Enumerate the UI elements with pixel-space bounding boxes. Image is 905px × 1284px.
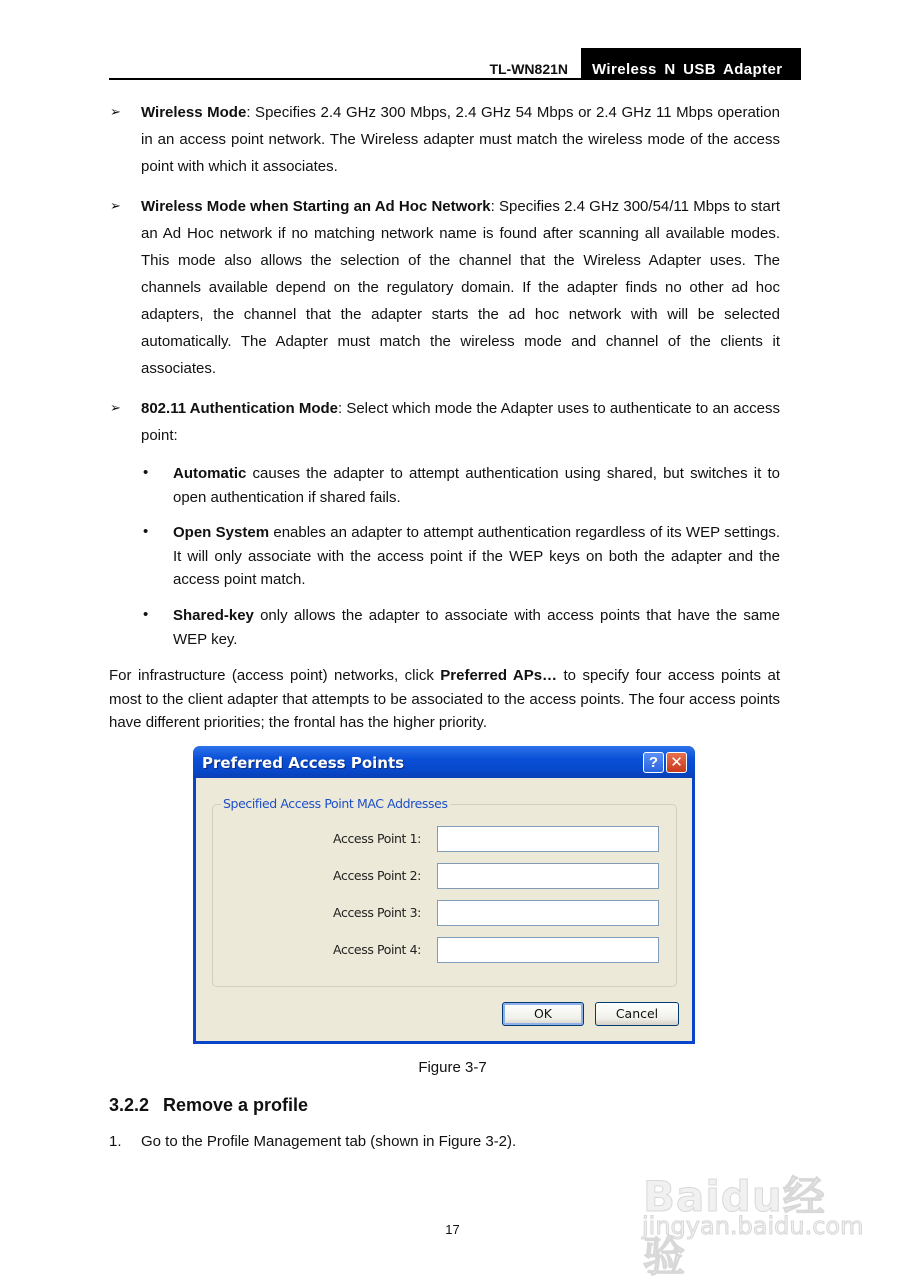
arrow-bullet-icon: ➢ xyxy=(110,104,121,119)
term: Shared-key xyxy=(173,607,254,624)
question-icon: ? xyxy=(648,754,659,771)
access-point-2-label: Access Point 2: xyxy=(333,868,421,883)
wireless-mode-item xyxy=(141,99,780,180)
close-button[interactable] xyxy=(666,752,687,773)
preferred-access-points-dialog xyxy=(193,746,695,1044)
arrow-bullet-icon: ➢ xyxy=(110,198,121,213)
step-item xyxy=(109,1133,516,1150)
auth-mode-item xyxy=(141,395,780,449)
figure-caption: Figure 3-7 xyxy=(418,1059,487,1076)
text: For infrastructure (access point) networks, click xyxy=(109,667,441,684)
group-label: Specified Access Point MAC Addresses xyxy=(223,796,448,811)
auth-shared-key xyxy=(173,604,780,651)
header-rule xyxy=(109,78,801,80)
description: : Specifies 2.4 GHz 300 Mbps, 2.4 GHz 54 Mbps or 2.4 GHz 11 Mbps operation in an access point network. The Wireless adapter must match the wireless mode of the access point with which it associates. xyxy=(141,104,780,175)
description: enables an adapter to attempt authentication regardless of its WEP settings. It will only associate with the access point if the WEP keys on both the adapter and the access point match. xyxy=(173,524,780,588)
description: causes the adapter to attempt authentication using shared, but switches it to open authentication if shared fails. xyxy=(173,465,780,506)
help-button[interactable] xyxy=(643,752,664,773)
page-number: 17 xyxy=(445,1222,460,1237)
bullet-dot-icon: • xyxy=(143,523,149,540)
watermark-logo: Baidu经验 xyxy=(643,1172,826,1281)
header-model: TL-WN821N xyxy=(489,61,568,77)
term: Open System xyxy=(173,524,270,541)
page-header xyxy=(109,48,801,80)
description: only allows the adapter to associate with access points that have the same WEP key. xyxy=(173,607,780,648)
close-icon: ✕ xyxy=(670,753,683,771)
description: : Specifies 2.4 GHz 300/54/11 Mbps to start an Ad Hoc network if no matching network name is found after scanning all available modes. This mode also allows the selection of the channel that the Wireless Adapter uses. The channels available depend on the regulatory domain. If the adapter finds no other ad hoc adapters, the channel that the adapter starts the ad hoc network with will be selected automatically. The Adapter must match the wireless mode and channel of the clients it associates. xyxy=(141,198,780,377)
watermark-url: jingyan.baidu.com xyxy=(642,1212,864,1240)
access-point-1-input[interactable] xyxy=(437,826,659,852)
header-product: Wireless N USB Adapter xyxy=(581,48,801,80)
access-point-3-row xyxy=(213,900,676,926)
bullet-dot-icon: • xyxy=(143,606,149,623)
step-text: Go to the Profile Management tab (shown in Figure 3-2). xyxy=(141,1133,517,1150)
access-point-3-label: Access Point 3: xyxy=(333,905,421,920)
access-point-2-row xyxy=(213,863,676,889)
access-point-1-row xyxy=(213,826,676,852)
access-point-4-label: Access Point 4: xyxy=(333,942,421,957)
access-point-1-label: Access Point 1: xyxy=(333,831,421,846)
access-point-3-input[interactable] xyxy=(437,900,659,926)
section-number: 3.2.2 xyxy=(109,1095,150,1115)
infrastructure-paragraph xyxy=(109,664,780,735)
auth-open-system xyxy=(173,521,780,592)
text: to specify four access points at most to the client adapter that attempts to be associated to the access points. The four access points have different priorities; the frontal has the higher priority. xyxy=(109,667,781,731)
section-title: Remove a profile xyxy=(163,1095,309,1115)
ok-button[interactable]: OK xyxy=(502,1002,584,1026)
adhoc-mode-item xyxy=(141,193,780,382)
description: : Select which mode the Adapter uses to authenticate to an access point: xyxy=(141,400,780,444)
term: Wireless Mode when Starting an Ad Hoc Network xyxy=(141,198,491,215)
mac-addresses-group xyxy=(212,796,677,987)
cancel-button[interactable]: Cancel xyxy=(595,1002,679,1026)
term: 802.11 Authentication Mode xyxy=(141,400,338,417)
dialog-titlebar[interactable] xyxy=(193,746,695,778)
access-point-2-input[interactable] xyxy=(437,863,659,889)
preferred-aps-term: Preferred APs… xyxy=(440,667,558,684)
term: Wireless Mode xyxy=(141,104,247,121)
access-point-4-input[interactable] xyxy=(437,937,659,963)
dialog-title: Preferred Access Points xyxy=(202,754,405,772)
step-number: 1. xyxy=(109,1133,122,1150)
term: Automatic xyxy=(173,465,247,482)
section-heading xyxy=(109,1095,308,1116)
access-point-4-row xyxy=(213,937,676,963)
auth-automatic xyxy=(173,462,780,509)
bullet-dot-icon: • xyxy=(143,464,149,481)
arrow-bullet-icon: ➢ xyxy=(110,400,121,415)
